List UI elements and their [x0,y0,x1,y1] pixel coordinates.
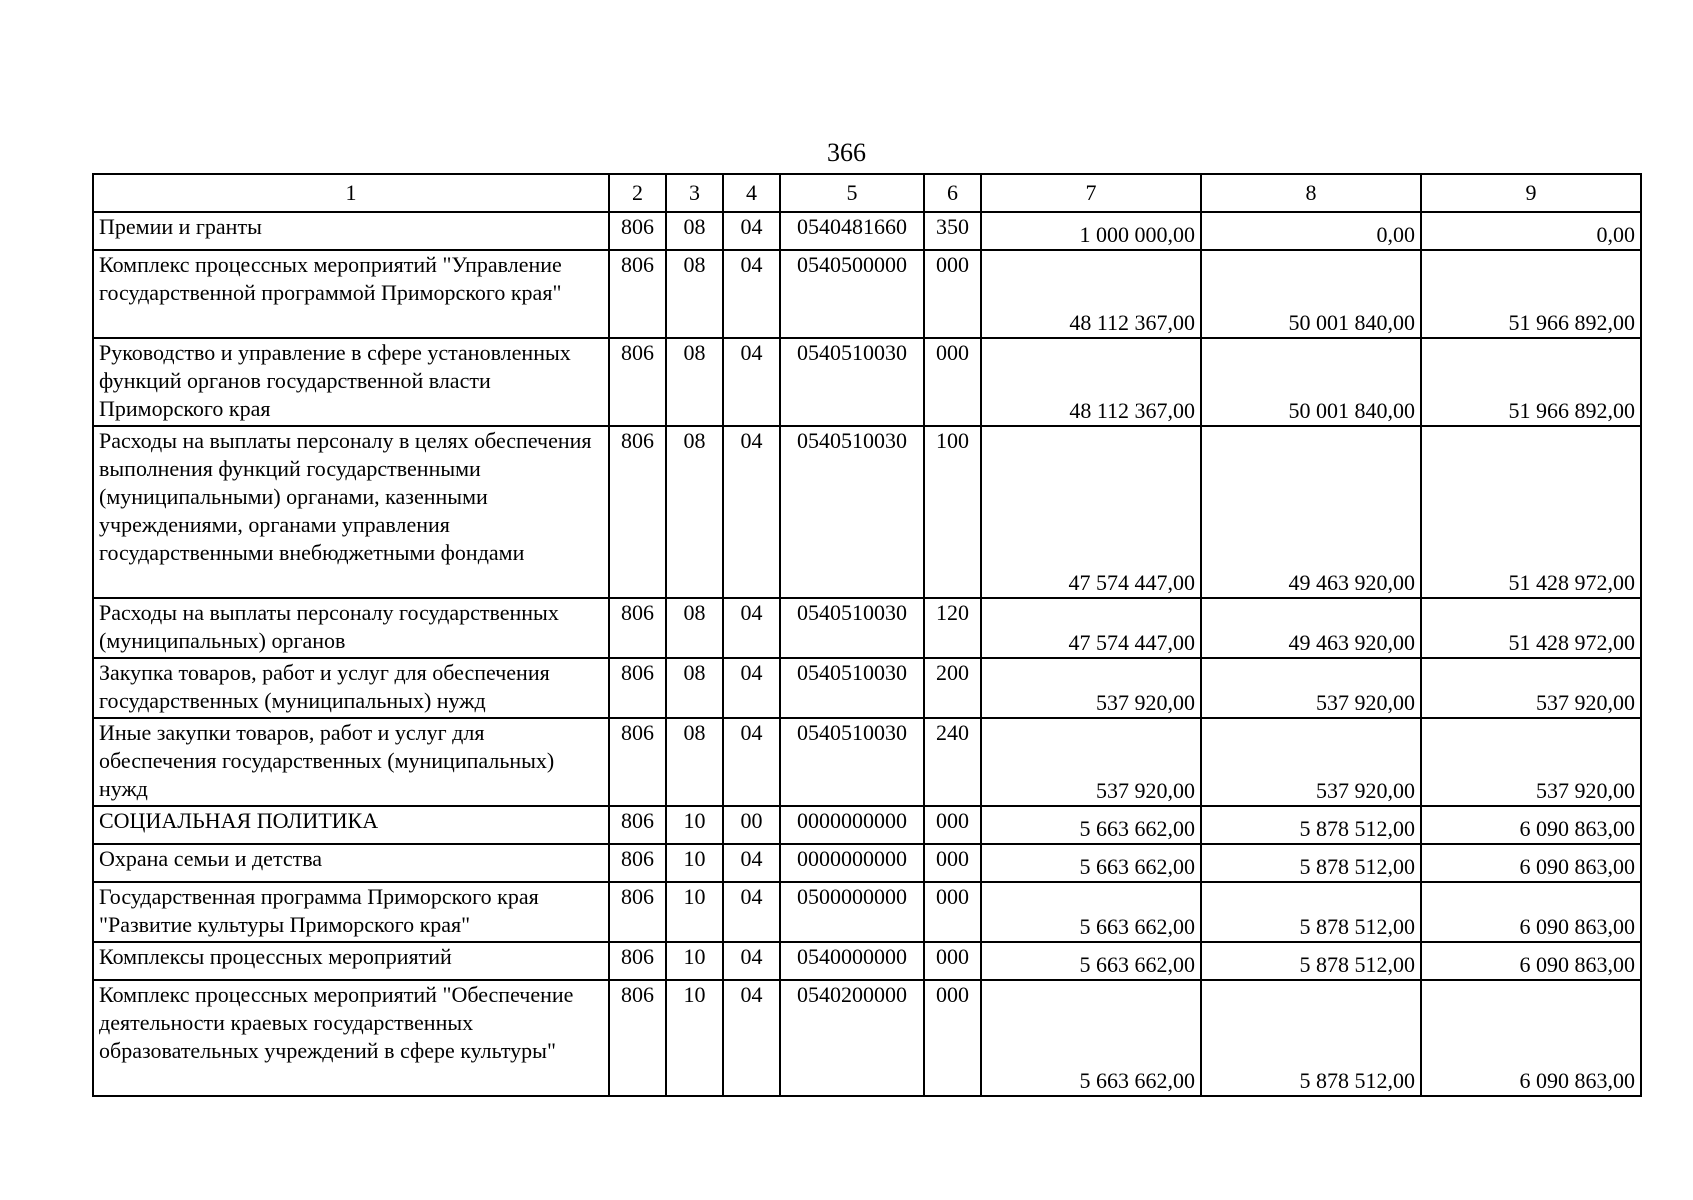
row-name: Комплекс процессных мероприятий "Обеспечение деятельности краевых государственных образовательных учреждений в сфере культуры" [93,980,609,1096]
row-code-4: 04 [723,598,780,658]
row-amount-8: 5 878 512,00 [1201,806,1421,844]
row-amount-7: 1 000 000,00 [981,212,1201,250]
row-amount-8: 49 463 920,00 [1201,426,1421,598]
row-amount-8: 5 878 512,00 [1201,980,1421,1096]
row-amount-8: 50 001 840,00 [1201,338,1421,426]
row-amount-9: 51 966 892,00 [1421,338,1641,426]
header-cell-8: 8 [1201,174,1421,212]
table-row [93,250,1641,338]
row-code-5: 0540000000 [780,942,924,980]
row-code-2: 806 [609,250,666,338]
row-code-6: 350 [924,212,981,250]
row-code-3: 08 [666,426,723,598]
row-amount-9: 51 428 972,00 [1421,426,1641,598]
row-code-4: 04 [723,250,780,338]
row-code-3: 10 [666,806,723,844]
row-code-4: 04 [723,718,780,806]
row-code-4: 04 [723,212,780,250]
table-row [93,882,1641,942]
row-amount-7: 537 920,00 [981,658,1201,718]
row-code-4: 04 [723,942,780,980]
row-code-5: 0540510030 [780,598,924,658]
table-row [93,942,1641,980]
header-cell-5: 5 [780,174,924,212]
row-amount-8: 5 878 512,00 [1201,882,1421,942]
row-code-2: 806 [609,844,666,882]
header-cell-9: 9 [1421,174,1641,212]
row-code-3: 10 [666,844,723,882]
header-cell-1: 1 [93,174,609,212]
row-code-2: 806 [609,658,666,718]
row-code-3: 10 [666,980,723,1096]
table-row [93,338,1641,426]
row-code-6: 240 [924,718,981,806]
row-code-3: 08 [666,658,723,718]
table-row [93,598,1641,658]
row-code-5: 0500000000 [780,882,924,942]
row-code-5: 0540510030 [780,658,924,718]
header-cell-4: 4 [723,174,780,212]
row-code-2: 806 [609,942,666,980]
row-code-4: 04 [723,426,780,598]
row-code-6: 000 [924,338,981,426]
row-code-5: 0000000000 [780,844,924,882]
row-code-4: 04 [723,844,780,882]
row-amount-7: 537 920,00 [981,718,1201,806]
row-amount-7: 47 574 447,00 [981,598,1201,658]
row-code-6: 200 [924,658,981,718]
row-amount-9: 6 090 863,00 [1421,806,1641,844]
row-code-5: 0540510030 [780,426,924,598]
row-code-6: 100 [924,426,981,598]
row-code-6: 000 [924,844,981,882]
row-code-6: 120 [924,598,981,658]
row-code-5: 0000000000 [780,806,924,844]
table-row [93,718,1641,806]
row-amount-9: 537 920,00 [1421,658,1641,718]
row-name: Премии и гранты [93,212,609,250]
row-amount-9: 0,00 [1421,212,1641,250]
row-amount-7: 5 663 662,00 [981,980,1201,1096]
header-cell-6: 6 [924,174,981,212]
row-amount-9: 51 966 892,00 [1421,250,1641,338]
row-name: Руководство и управление в сфере установленных функций органов государственной власти Приморского края [93,338,609,426]
row-code-2: 806 [609,882,666,942]
table-row [93,658,1641,718]
row-amount-8: 0,00 [1201,212,1421,250]
row-name: Расходы на выплаты персоналу в целях обеспечения выполнения функций государственными (муниципальными) органами, казенными учреждениями, органами управления государственными внебюджетными фондами [93,426,609,598]
row-name: Охрана семьи и детства [93,844,609,882]
row-name: Иные закупки товаров, работ и услуг для обеспечения государственных (муниципальных) нужд [93,718,609,806]
row-amount-8: 537 920,00 [1201,658,1421,718]
row-amount-9: 6 090 863,00 [1421,882,1641,942]
row-name: Закупка товаров, работ и услуг для обеспечения государственных (муниципальных) нужд [93,658,609,718]
row-name: Комплекс процессных мероприятий "Управление государственной программой Приморского края" [93,250,609,338]
row-amount-9: 6 090 863,00 [1421,844,1641,882]
row-amount-7: 5 663 662,00 [981,942,1201,980]
row-code-4: 04 [723,882,780,942]
row-code-2: 806 [609,212,666,250]
row-amount-8: 5 878 512,00 [1201,942,1421,980]
row-amount-7: 5 663 662,00 [981,844,1201,882]
row-amount-8: 49 463 920,00 [1201,598,1421,658]
row-amount-9: 6 090 863,00 [1421,942,1641,980]
row-amount-9: 51 428 972,00 [1421,598,1641,658]
row-code-2: 806 [609,980,666,1096]
row-amount-7: 5 663 662,00 [981,806,1201,844]
row-code-4: 04 [723,338,780,426]
row-code-2: 806 [609,598,666,658]
header-cell-2: 2 [609,174,666,212]
row-code-2: 806 [609,338,666,426]
row-amount-7: 48 112 367,00 [981,250,1201,338]
table-row [93,980,1641,1096]
row-amount-8: 50 001 840,00 [1201,250,1421,338]
row-code-5: 0540200000 [780,980,924,1096]
row-code-3: 08 [666,338,723,426]
table-row [93,426,1641,598]
page-number: 366 [827,138,866,167]
row-code-3: 10 [666,942,723,980]
row-code-5: 0540510030 [780,338,924,426]
row-code-6: 000 [924,806,981,844]
row-amount-7: 5 663 662,00 [981,882,1201,942]
row-amount-9: 537 920,00 [1421,718,1641,806]
row-amount-7: 47 574 447,00 [981,426,1201,598]
row-code-6: 000 [924,942,981,980]
header-cell-7: 7 [981,174,1201,212]
row-name: СОЦИАЛЬНАЯ ПОЛИТИКА [93,806,609,844]
table-header-row [93,174,1641,212]
row-code-3: 08 [666,598,723,658]
row-code-2: 806 [609,426,666,598]
row-name: Комплексы процессных мероприятий [93,942,609,980]
row-code-3: 08 [666,250,723,338]
row-code-6: 000 [924,882,981,942]
row-amount-9: 6 090 863,00 [1421,980,1641,1096]
row-name: Расходы на выплаты персоналу государственных (муниципальных) органов [93,598,609,658]
row-code-3: 10 [666,882,723,942]
row-code-2: 806 [609,806,666,844]
table-row [93,806,1641,844]
row-code-6: 000 [924,250,981,338]
table-row [93,212,1641,250]
row-amount-8: 537 920,00 [1201,718,1421,806]
row-code-5: 0540510030 [780,718,924,806]
row-code-4: 04 [723,980,780,1096]
table-row [93,844,1641,882]
row-code-3: 08 [666,718,723,806]
row-code-6: 000 [924,980,981,1096]
row-amount-8: 5 878 512,00 [1201,844,1421,882]
row-code-5: 0540481660 [780,212,924,250]
row-code-3: 08 [666,212,723,250]
row-name: Государственная программа Приморского края "Развитие культуры Приморского края" [93,882,609,942]
budget-table [92,173,1642,1097]
row-amount-7: 48 112 367,00 [981,338,1201,426]
row-code-2: 806 [609,718,666,806]
row-code-4: 04 [723,658,780,718]
row-code-4: 00 [723,806,780,844]
row-code-5: 0540500000 [780,250,924,338]
header-cell-3: 3 [666,174,723,212]
